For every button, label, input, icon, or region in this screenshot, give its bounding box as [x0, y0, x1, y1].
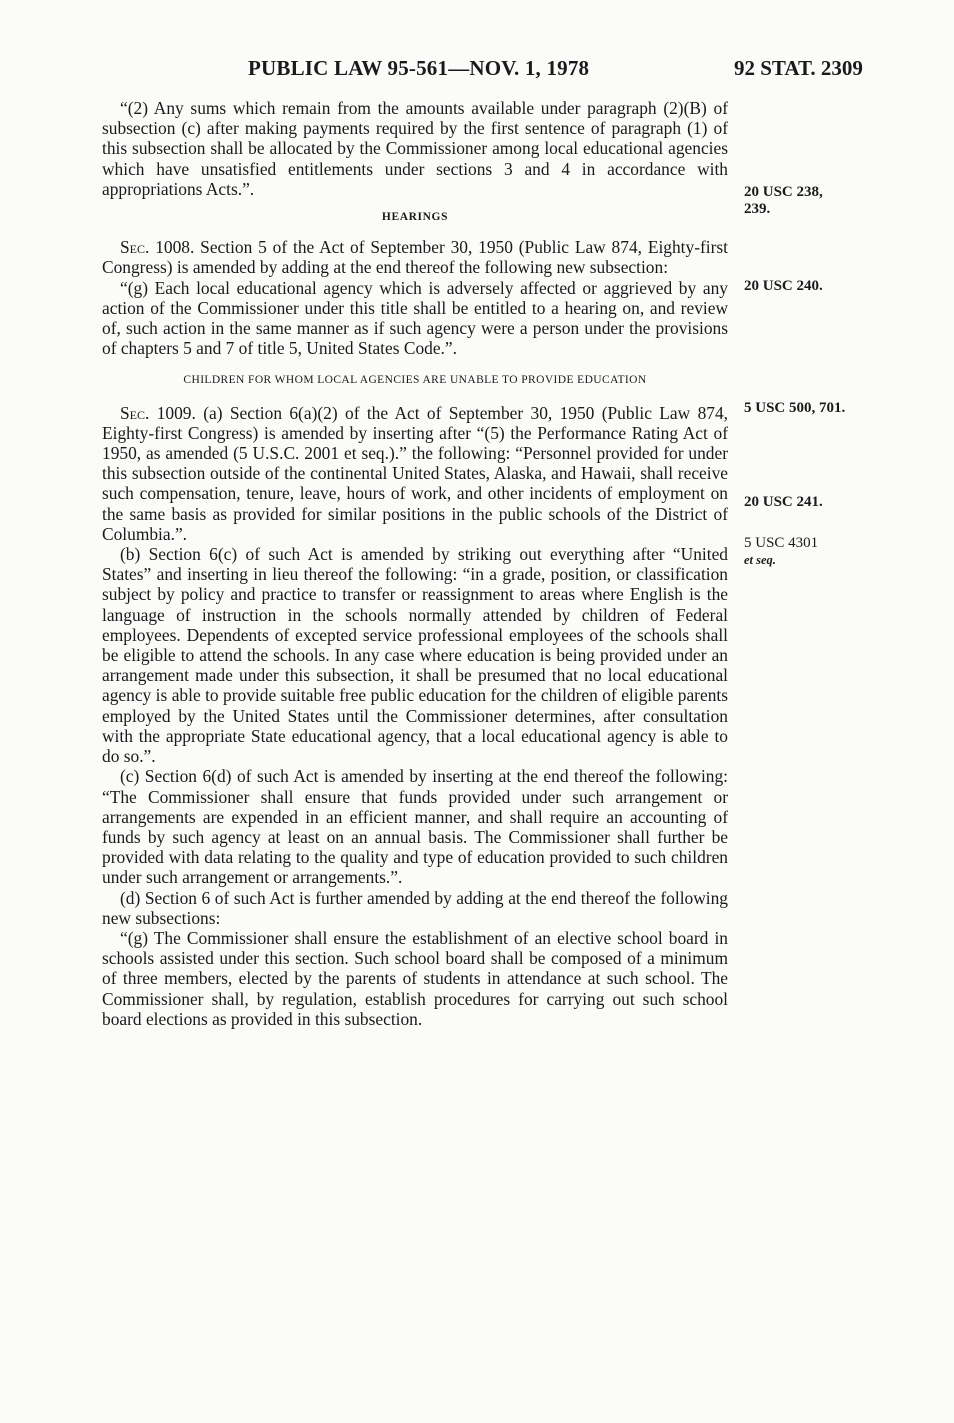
paragraph-sec-1008 [102, 237, 728, 277]
section-heading-children: CHILDREN FOR WHOM LOCAL AGENCIES ARE UNABLE TO PROVIDE EDUCATION [183, 374, 647, 387]
margin-note-5-usc-4301 [744, 535, 818, 569]
sec-label-1008: Sec. [120, 237, 150, 258]
sec-1009-text: 1009. (a) Section 6(a)(2) of the Act of September 30, 1950 (Public Law 874, Eighty-first Congress) is amended by inserting after “(5) the Performance Rating Act of 1950, as amended (5 U.S.C. 2001 et seq.).” the following: “Personnel provided for under this subsection outside of the continental United States, Alaska, and Hawaii, shall receive such compensation, tenure, leave, hours of work, and other incidents of employment on the same basis as provided for similar positions in the public schools of the District of Columbia.”. [102, 402, 728, 544]
paragraph-subsection-b: (b) Section 6(c) of such Act is amended by striking out everything after “United States” and inserting in lieu thereof the following: “in a grade, position, or classification subject by policy and practice to transfer or reassignment to areas where English is the language of instruction in the schools normally attended by children of Federal employees. Dependents of excepted service professional employees of the schools shall be eligible to attend the schools. In any case where education is being provided under an arrangement made under this subsection, it shall be presumed that no local educational agency is able to provide suitable free public education for the children of eligible parents employed by the United States until the Commissioner determines, after consultation with the appropriate State educational agency, that a local educational agency is able to do so.”. [102, 544, 728, 767]
sec-label-1009: Sec. [120, 402, 150, 423]
margin-note-20-usc-241: 20 USC 241. [744, 494, 823, 510]
paragraph-sums-allocation: “(2) Any sums which remain from the amounts available under paragraph (2)(B) of subsection (c) after making payments required by the first sentence of paragraph (1) of this subsection shall be allocated by the Commissioner among local educational agencies which have unsatisfied entitlements under sections 3 and 4 in accordance with appropriations Acts.”. [102, 98, 728, 199]
sec-1008-text: 1008. Section 5 of the Act of September 30, 1950 (Public Law 874, Eighty-first Congress) is amended by adding at the end thereof the following new subsection: [102, 237, 728, 278]
margin-note-line: 5 USC 4301 [744, 535, 819, 551]
margin-note-line: et seq. [744, 553, 776, 567]
paragraph-hearing-subsection-g: “(g) Each local educational agency which is adversely affected or aggrieved by any action of the Commissioner under this title shall be entitled to a hearing on, and review of, such action in the same manner as if such agency were a person under the provisions of chapters 5 and 7 of title 5, United States Code.”. [102, 277, 728, 359]
paragraph-subsection-d: (d) Section 6 of such Act is further amended by adding at the end thereof the following new subsections: [102, 887, 728, 928]
margin-note-20-usc-240: 20 USC 240. [744, 278, 823, 294]
margin-note-line: 20 USC 238, [744, 184, 823, 200]
margin-note-5-usc-500: 5 USC 500, 701. [744, 400, 846, 416]
page-header-title: PUBLIC LAW 95-561—NOV. 1, 1978 [248, 56, 590, 80]
paragraph-sec-1009 [102, 403, 728, 544]
page-header-stat: 92 STAT. 2309 [734, 56, 863, 80]
margin-note-20-usc-238 [744, 184, 823, 218]
section-heading-hearings: HEARINGS [381, 211, 449, 224]
paragraph-school-board-g: “(g) The Commissioner shall ensure the establishment of an elective school board in schools assisted under this section. Such school board shall be composed of a minimum of three members, elected by the parents of students in attendance at such school. The Commissioner shall, by regulation, establish procedures for carrying out such school board elections as provided in this subsection. [102, 927, 728, 1029]
margin-note-line: 239. [744, 201, 771, 217]
paragraph-subsection-c: (c) Section 6(d) of such Act is amended by inserting at the end thereof the following: “The Commissioner shall ensure that funds provided under such arrangement or arrangements are expended in an efficient manner, and shall require an accounting of funds by such agency at least on an annual basis. The Commissioner shall further be provided with data relating to the quality and type of education provided to such children under such arrangement or arrangements.”. [102, 766, 728, 888]
body-column [102, 98, 728, 1029]
